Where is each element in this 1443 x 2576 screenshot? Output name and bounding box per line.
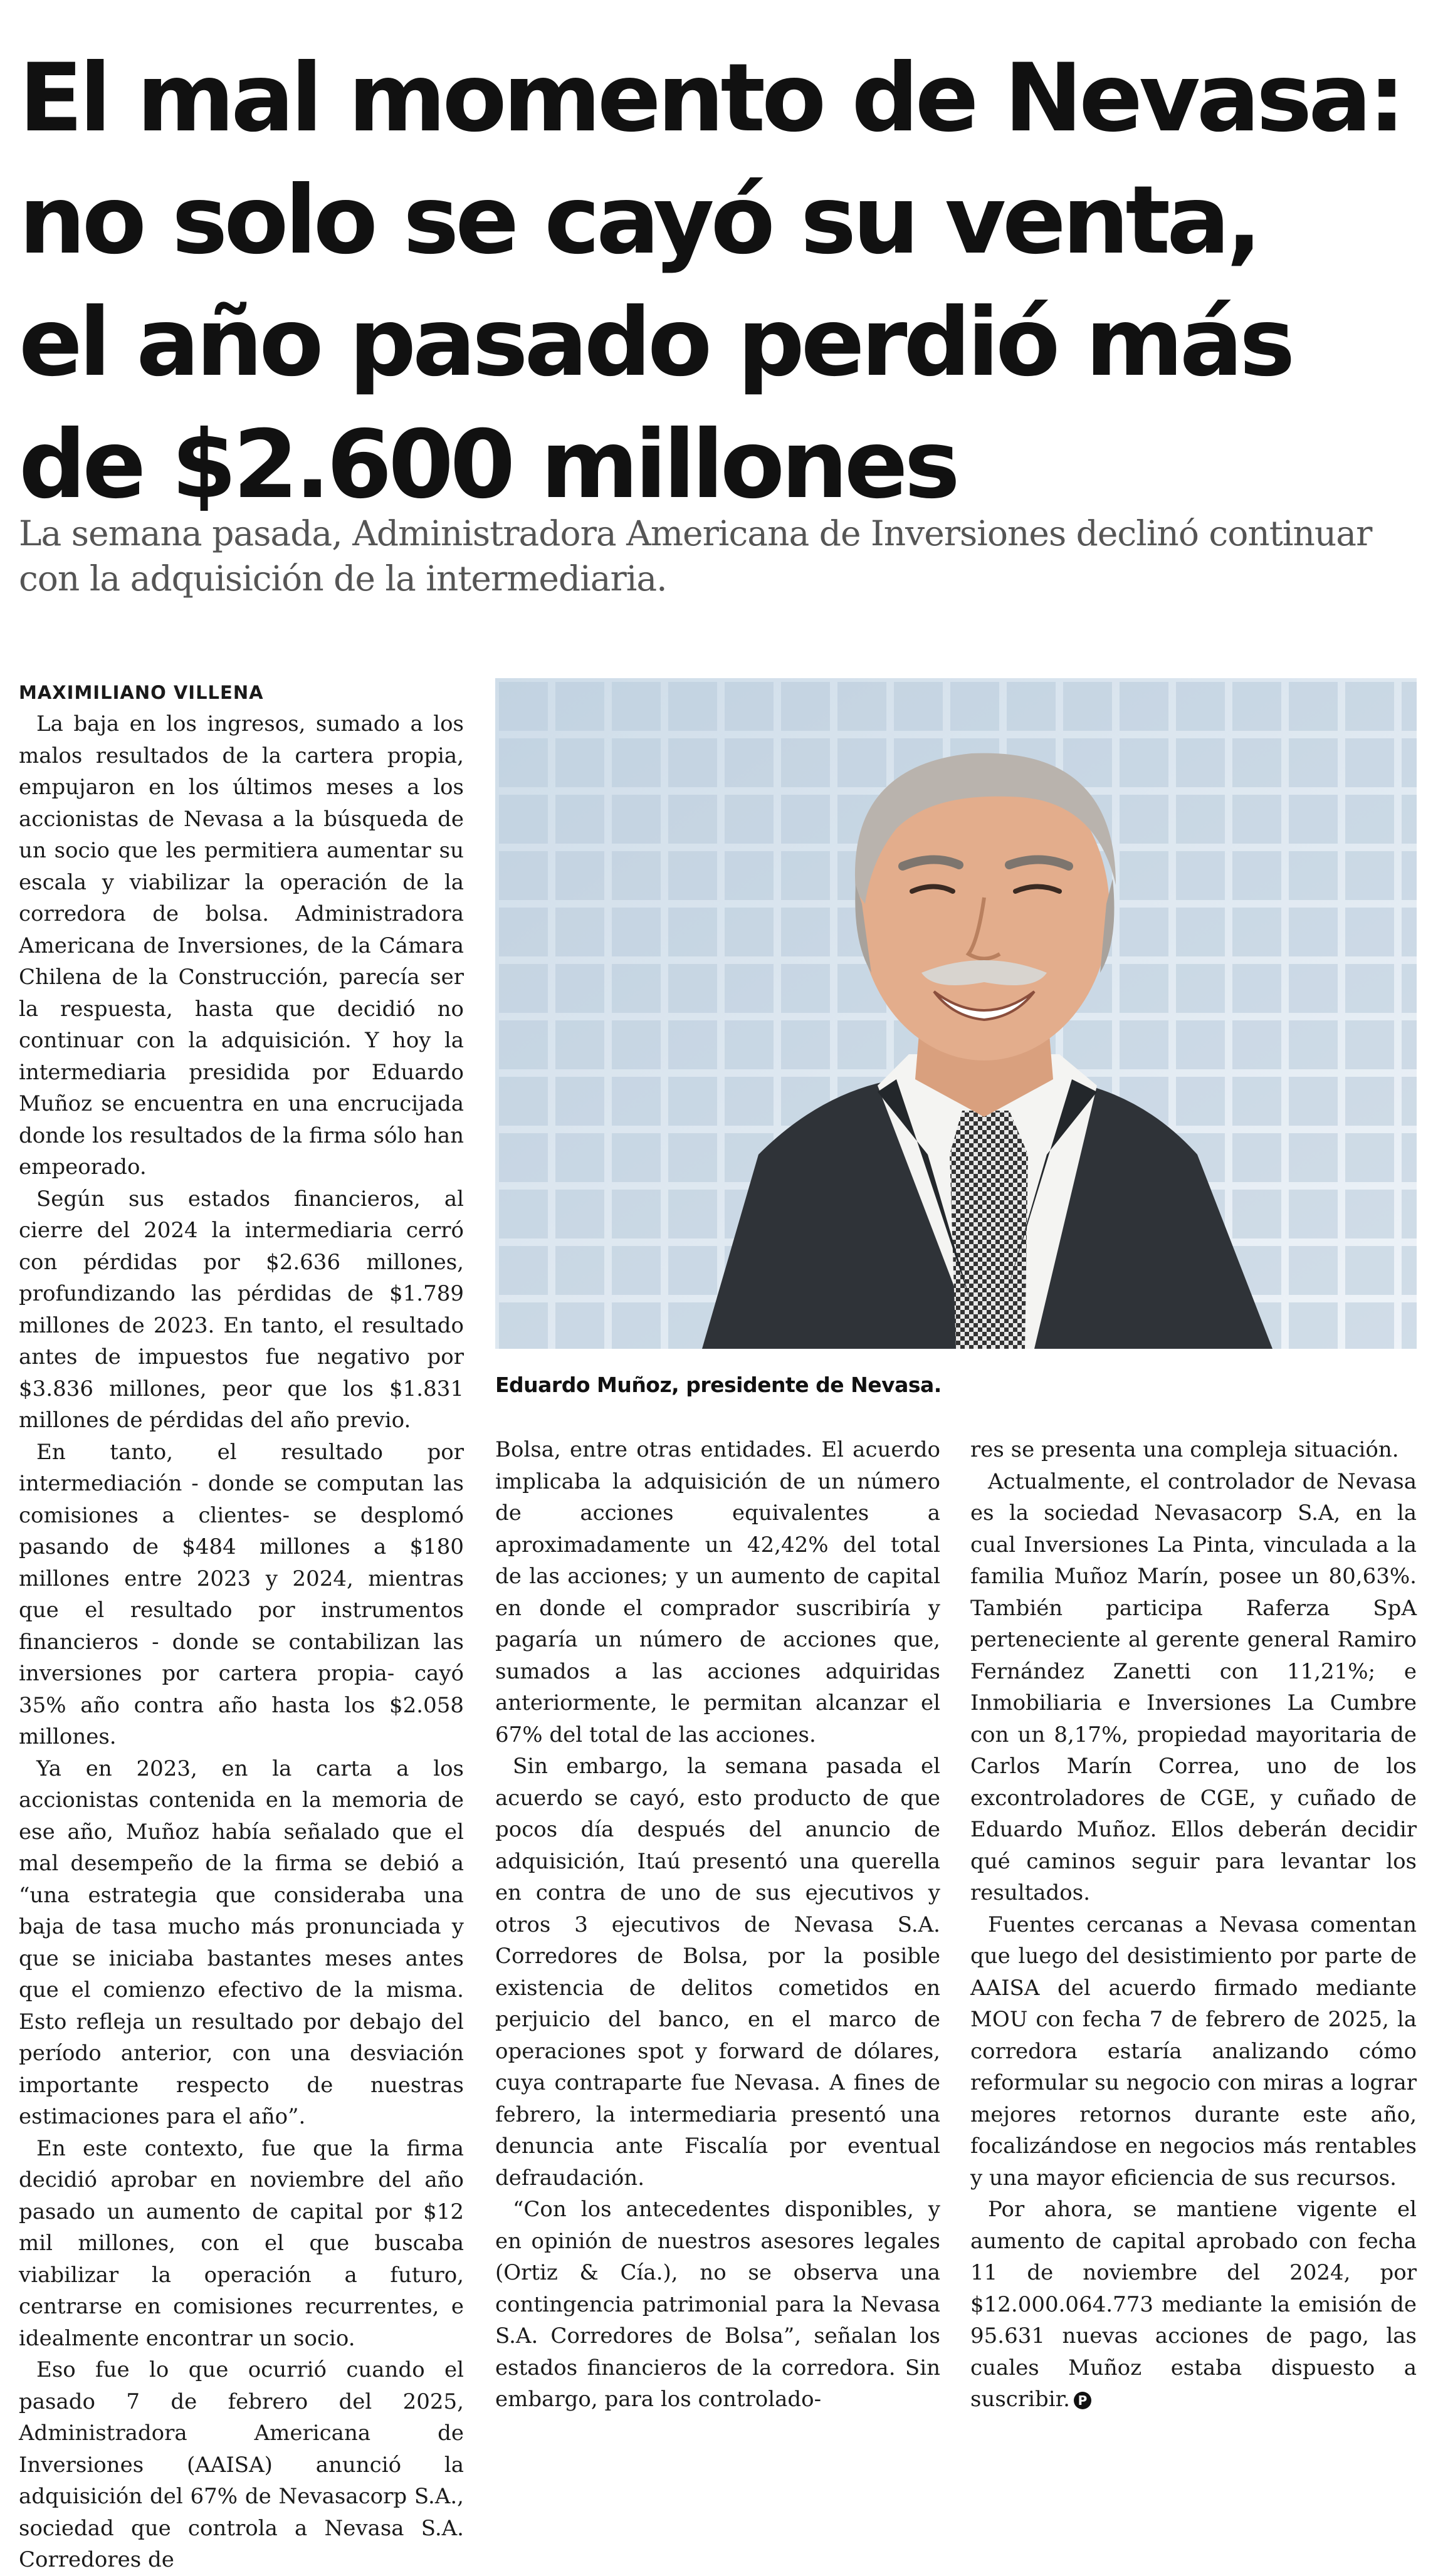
paragraph: Fuentes cercanas a Nevasa comentan que luego del desistimiento por parte de AAISA del acuerdo firmado mediante MOU con fecha 7 de febrero de 2025, la corredora estaría analizando cómo reformular su negocio con miras a lograr mejores retornos durante este año, focalizándose en negocios más rentables y una mayor eficiencia de sus recursos. [970,1912,1417,2191]
paragraph: “Con los antecedentes disponibles, y en opinión de nuestros asesores legales (Ortiz & Cía.), no se observa una contingencia patrimonial para la Nevasa S.A. Corredores de Bolsa”, señalan los estados financieros de la corredora. Sin embargo, para los controlado- [495,2197,940,2412]
paragraph: Actualmente, el controlador de Nevasa es la sociedad Nevasacorp S.A, en la cual Inversiones La Pinta, vinculada a la familia Muñoz Marín, posee un 80,63%. También participa Raferza SpA perteneciente al gerente general Ramiro Fernández Zanetti con 11,21%; e Inmobiliaria e Inversiones La Cumbre con un 8,17%, propiedad mayoritaria de Carlos Marín Correa, uno de los excontroladores de CGE, y cuñado de Eduardo Muñoz. Ellos deberán decidir qué caminos seguir para levantar los resultados. [970,1469,1417,1905]
article-column-1 [19,677,464,2576]
paragraph-text: Por ahora, se mantiene vigente el aumento de capital aprobado con fecha 11 de noviembre del 2024, por $12.000.064.773 mediante la emisión de 95.631 nuevas acciones de pago, las cuales Muñoz estaba dispuesto a suscribir. [970,2197,1417,2412]
paragraph [970,2194,1417,2416]
end-of-article-icon: P [1074,2392,1091,2409]
paragraph: La baja en los ingresos, sumado a los malos resultados de la cartera propia, empujaron en los últimos meses a los accionistas de Nevasa a la búsqueda de un socio que les permitiera aumentar su escala y viabilizar la operación de la corredora de bolsa. Administradora Americana de Inversiones, de la Cámara Chilena de la Construcción, parecía ser la respuesta, hasta que decidió no continuar con la adquisición. Y hoy la intermediaria presidida por Eduardo Muñoz se encuentra en una encrucijada donde los resultados de la firma sólo han empeorado. [19,711,464,1180]
paragraph: Sin embargo, la semana pasada el acuerdo se cayó, esto producto de que pocos día después del anuncio de adquisición, Itaú presentó una querella en contra de uno de sus ejecutivos y otros 3 ejecutivos de Nevasa S.A. Corredores de Bolsa, por la posible existencia de delitos cometidos en perjuicio del banco, en el marco de operaciones spot y forward de dólares, cuya contraparte fue Nevasa. A fines de febrero, la intermediaria presentó una denuncia ante Fiscalía por eventual defraudación. [495,1754,940,2191]
paragraph: En tanto, el resultado por intermediación - donde se computan las comisiones a clientes- se desplomó pasando de $484 millones a $180 millones entre 2023 y 2024, mientras que el resultado por instrumentos financieros - donde se contabilizan las inversiones por cartera propia- cayó 35% año contra año hasta los $2.058 millones. [19,1439,464,1749]
article-column-2 [495,1434,940,2416]
headline-line: de $2.600 millones [19,411,957,520]
headline-line: no solo se cayó su venta, [19,166,1259,275]
portrait-illustration [495,678,1417,1349]
paragraph: res se presenta una compleja situación. [970,1437,1399,1462]
deck-subtitle: La semana pasada, Administradora Americana de Inversiones declinó continuar con la adquisición de la intermediaria. [19,513,1372,599]
byline: MAXIMILIANO VILLENA [19,682,264,703]
paragraph: Ya en 2023, en la carta a los accionistas contenida en la memoria de ese año, Muñoz había señalado que el mal desempeño de la firma se debió a “una estrategia que consideraba una baja de tasa mucho más pronunciada y que se iniciaba bastantes meses antes que el comienzo efectivo de la misma. Esto refleja un resultado por debajo del período anterior, con una desviación importante respecto de nuestras estimaciones para el año”. [19,1756,464,2129]
paragraph: Según sus estados financieros, al cierre del 2024 la intermediaria cerró con pérdidas por $2.636 millones, profundizando las pérdidas de $1.789 millones de 2023. En tanto, el resultado antes de impuestos fue negativo por $3.836 millones, peor que los $1.831 millones de pérdidas del año previo. [19,1186,464,1433]
portrait-photo [495,678,1417,1349]
headline-line: el año pasado perdió más [19,288,1292,397]
paragraph: Eso fue lo que ocurrió cuando el pasado 7 de febrero del 2025, Administradora Americana de Inversiones (AAISA) anunció la adquisición del 67% de Nevasacorp S.A., sociedad que controla a Nevasa S.A. Corredores de [19,2357,464,2572]
article-column-3 [970,1434,1417,2416]
photo-caption: Eduardo Muñoz, presidente de Nevasa. [495,1373,942,1397]
headline [19,38,1423,526]
paragraph: Bolsa, entre otras entidades. El acuerdo implicaba la adquisición de un número de acciones equivalentes a aproximadamente un 42,42% del total de las acciones; y un aumento de capital en donde el comprador suscribiría y pagaría un número de acciones que, sumados a las acciones adquiridas anteriormente, le permitan alcanzar el 67% del total de las acciones. [495,1437,940,1747]
paragraph: En este contexto, fue que la firma decidió aprobar en noviembre del año pasado un aumento de capital por $12 mil millones, con el que buscaba viabilizar la operación a futuro, centrarse en comisiones recurrentes, e idealmente encontrar un socio. [19,2135,464,2351]
headline-line: El mal momento de Nevasa: [19,44,1402,153]
